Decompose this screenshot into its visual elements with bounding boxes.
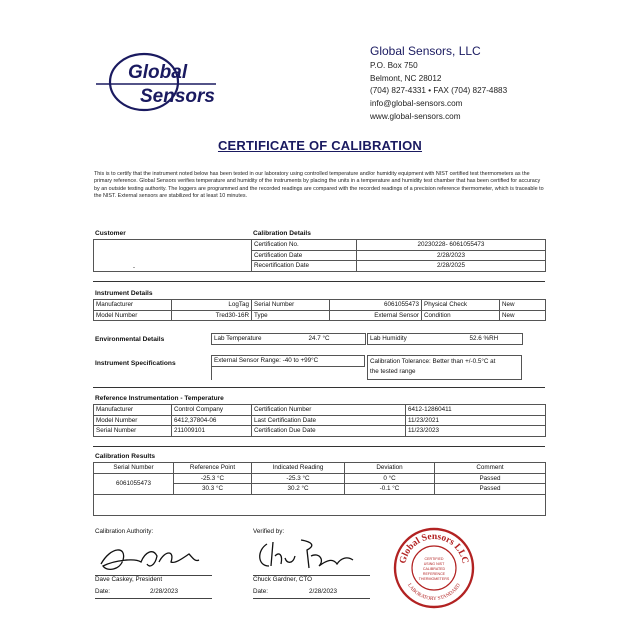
sensor-range: External Sensor Range: -40 to +99°C — [212, 356, 365, 367]
label-cell: Last Certification Date — [252, 415, 406, 426]
signer-name: Dave Caskey, President — [95, 576, 163, 583]
tolerance-text: the tested range — [370, 368, 416, 375]
lab-temperature-value: 24.7 °C — [307, 334, 366, 345]
certificate-title: CERTIFICATE OF CALIBRATION — [217, 138, 423, 153]
customer-calibration-table — [93, 239, 546, 272]
reference-point: -25.3 °C — [174, 473, 252, 484]
reference-point: 30.3 °C — [174, 484, 252, 495]
ref-serial-number: 211009101 — [172, 426, 252, 437]
date-line — [253, 598, 370, 599]
ref-last-cert-date: 11/23/2021 — [406, 415, 546, 426]
company-address-block — [370, 44, 507, 124]
physical-check-value: New — [500, 300, 546, 311]
indicated-reading: 30.2 °C — [252, 484, 345, 495]
deviation: 0 °C — [345, 473, 435, 484]
column-header: Deviation — [345, 463, 435, 474]
cal-label: Certification No. — [252, 240, 357, 251]
date-label: Date: — [253, 588, 269, 595]
divider — [93, 387, 545, 388]
column-header: Indicated Reading — [252, 463, 345, 474]
seal-center-text: REFERENCE — [422, 572, 446, 576]
date-line — [95, 598, 212, 599]
column-header: Serial Number — [94, 463, 174, 474]
serial-number-value: 6061055473 — [330, 300, 422, 311]
empty-row — [94, 494, 546, 515]
tolerance-box — [367, 355, 522, 380]
type-value: External Sensor — [330, 310, 422, 321]
label-cell: Model Number — [94, 415, 172, 426]
label-cell: Type — [252, 310, 330, 321]
customer-mark: - — [133, 265, 135, 271]
label-cell: Serial Number — [252, 300, 330, 311]
lab-humidity-value: 52.6 %RH — [468, 334, 523, 345]
tolerance-text: Calibration Tolerance: Better than +/-0.5°C at — [370, 358, 496, 365]
phone-line: (704) 827-4331 • FAX (704) 827-4883 — [370, 86, 508, 96]
label-cell: Model Number — [94, 310, 172, 321]
cal-label: Certification Date — [252, 250, 357, 261]
divider — [93, 281, 545, 282]
website-link[interactable]: www.global-sensors.com — [370, 111, 461, 121]
verified-date: 2/28/2023 — [309, 588, 338, 595]
label-cell: Certification Number — [252, 405, 406, 416]
customer-heading: Customer — [95, 230, 126, 237]
seal-center-text: CERTIFIED — [424, 557, 444, 561]
column-header: Comment — [435, 463, 546, 474]
email-link[interactable]: info@global-sensors.com — [370, 99, 463, 109]
date-label: Date: — [95, 588, 111, 595]
svg-text:LABORATORY STANDARD — [406, 582, 462, 602]
ref-certification-number: 6412-12860411 — [406, 405, 546, 416]
reference-heading: Reference Instrumentation - Temperature — [95, 395, 224, 402]
authority-label: Calibration Authority: — [95, 528, 154, 535]
signature-caskey — [95, 540, 205, 576]
customer-cell — [94, 240, 252, 272]
signature-gardner — [253, 536, 363, 576]
authority-date: 2/28/2023 — [150, 588, 179, 595]
specifications-heading: Instrument Specifications — [95, 360, 176, 367]
label-cell: Lab Humidity — [368, 334, 468, 345]
divider — [211, 365, 212, 380]
label-cell: Lab Temperature — [212, 334, 307, 345]
label-cell: Condition — [422, 310, 500, 321]
company-logo — [96, 48, 226, 118]
seal-top-text: Global Sensors LLC — [398, 531, 470, 565]
seal-center-text: THERMOMETERS — [418, 577, 450, 581]
cal-label: Recertification Date — [252, 261, 357, 272]
results-heading: Calibration Results — [95, 453, 156, 460]
comment: Passed — [435, 484, 546, 495]
comment: Passed — [435, 473, 546, 484]
certification-number: 20230228- 6061055473 — [357, 240, 546, 251]
address-line: Belmont, NC 28012 — [370, 73, 442, 83]
label-cell: Serial Number — [94, 426, 172, 437]
sensor-range-box — [211, 355, 365, 367]
certification-date: 2/28/2023 — [357, 250, 546, 261]
indicated-reading: -25.3 °C — [252, 473, 345, 484]
intro-paragraph: This is to certify that the instrument noted below has been tested in our laboratory using controlled temperature and/or humidity equipment with NIST certified test thermometers as the primary reference. Global Sensors verifies temperature and humidity of the instruments by placing the units in a temperature and humidity test chamber that has been certified for accuracy by an outside testing authority. The loggers are programmed and the recorded readings are compared with the recorded readings of a precision reference thermometer, which is traceable to the NIST. External sensors are stabilized for at least 10 minutes. — [94, 171, 544, 199]
verified-label: Verified by: — [253, 528, 285, 535]
label-cell: Physical Check — [422, 300, 500, 311]
manufacturer-value: LogTag — [172, 300, 252, 311]
company-name: Global Sensors, LLC — [370, 44, 481, 58]
ref-manufacturer: Control Company — [172, 405, 252, 416]
instrument-details-table — [93, 299, 546, 321]
deviation: -0.1 °C — [345, 484, 435, 495]
recertification-date: 2/28/2025 — [357, 261, 546, 272]
reference-table — [93, 404, 546, 437]
column-header: Reference Point — [174, 463, 252, 474]
seal-center-text: CALIBRATED — [422, 567, 446, 571]
address-line: P.O. Box 750 — [370, 61, 418, 70]
result-serial: 6061055473 — [94, 473, 174, 494]
label-cell: Manufacturer — [94, 405, 172, 416]
ref-due-date: 11/23/2023 — [406, 426, 546, 437]
table-row — [94, 473, 546, 484]
instrument-details-heading: Instrument Details — [95, 290, 153, 297]
laboratory-seal — [393, 527, 475, 609]
label-cell: Certification Due Date — [252, 426, 406, 437]
verifier-name: Chuck Gardner, CTO — [253, 576, 313, 583]
model-number-value: Tred30-16R — [172, 310, 252, 321]
seal-center-text: USING NIST — [423, 562, 445, 566]
seal-bottom-text: LABORATORY STANDARD — [406, 582, 462, 603]
ref-model-number: 6412,37804-06 — [172, 415, 252, 426]
condition-value: New — [500, 310, 546, 321]
logo-text-sensors: Sensors — [140, 86, 215, 107]
label-cell: Manufacturer — [94, 300, 172, 311]
environmental-heading: Environmental Details — [95, 336, 165, 343]
lab-humidity-box — [367, 333, 523, 345]
logo-text-global: Global — [128, 62, 188, 83]
divider — [93, 446, 545, 447]
lab-temperature-box — [211, 333, 366, 345]
results-table — [93, 462, 546, 516]
calibration-details-heading: Calibration Details — [253, 230, 311, 237]
